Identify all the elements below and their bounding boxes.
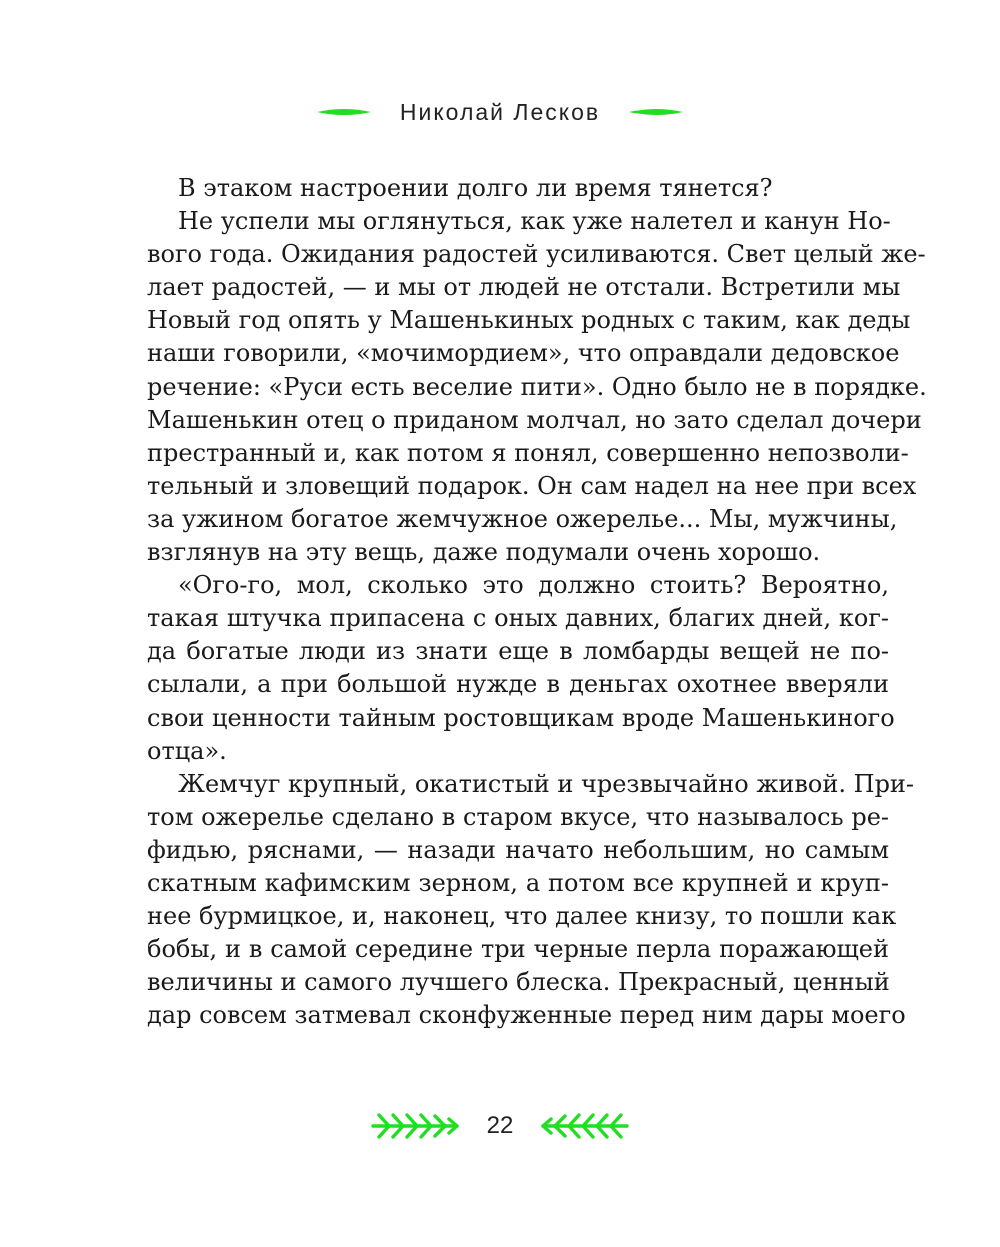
text-line: величины и самого лучшего блеска. Прекрасный, ценный [147,968,890,997]
text-line: скатным кафимским зерном, а потом все крупней и круп- [147,868,889,897]
text-line: том ожерелье сделано в старом вкусе, что называлось ре- [147,802,889,831]
left-leaf-dash-icon [316,107,372,117]
running-header [0,92,1000,132]
text-line: Жемчуг крупный, окатистый и чрезвычайно живой. При- [178,769,915,798]
text-line: речение: «Руси есть веселие пити». Одно было не в порядке. [147,372,927,401]
text-line: Не успели мы оглянуться, как уже налетел и канун Но- [178,207,891,236]
text-line: тельный и зловещий подарок. Он сам надел на нее при всех [147,471,917,500]
page-body-text [147,172,927,1032]
text-line: В этаком настроении долго ли время тянется? [178,174,773,202]
left-fern-icon [369,1109,461,1143]
author-name: Николай Лесков [399,98,601,125]
right-fern-icon [539,1109,631,1143]
text-line: престранный и, как потом я понял, совершенно непозволи- [147,438,909,467]
text-line: взглянув на эту вещь, даже подумали очень хорошо. [147,538,821,567]
text-line: лает радостей, — и мы от людей не отстали. Встретили мы [147,273,901,302]
text-line: наши говорили, «мочимордием», что оправдали дедовское [147,339,900,368]
text-line: фидью, ряснами, — назади начато небольшим, но самым [147,835,889,864]
text-line: дар совсем затмевал сконфуженные перед ним дары моего [147,1001,906,1030]
text-line: да богатые люди из знати еще в ломбарды вещей не по- [147,637,889,666]
right-leaf-dash-icon [628,107,684,117]
text-line: такая штучка припасена с оных давних, благих дней, ког- [147,604,889,633]
text-line: «Ого-го, мол, сколько это должно стоить? Вероятно, [178,571,889,600]
text-line: Новый год опять у Машенькиных родных с таким, как деды [147,306,911,335]
text-line: за ужином богатое жемчужное ожерелье... Мы, мужчины, [147,504,898,533]
text-line: бобы, и в самой середине три черные перла поражающей [147,935,889,964]
page-number: 22 [486,1112,514,1139]
text-line: Машенькин отец о приданом молчал, но зато сделал дочери [147,405,922,434]
text-line: свои ценности тайным ростовщикам вроде Машенькиного [147,703,895,732]
page-footer [0,1104,1000,1148]
text-line: отца». [147,736,227,765]
text-line: сылали, а при большой нужде в деньгах охотнее вверяли [147,670,889,699]
text-line: вого года. Ожидания радостей усиливаются. Свет целый же- [147,240,926,269]
text-line: нее бурмицкое, и, наконец, что далее книзу, то пошли как [147,902,897,931]
